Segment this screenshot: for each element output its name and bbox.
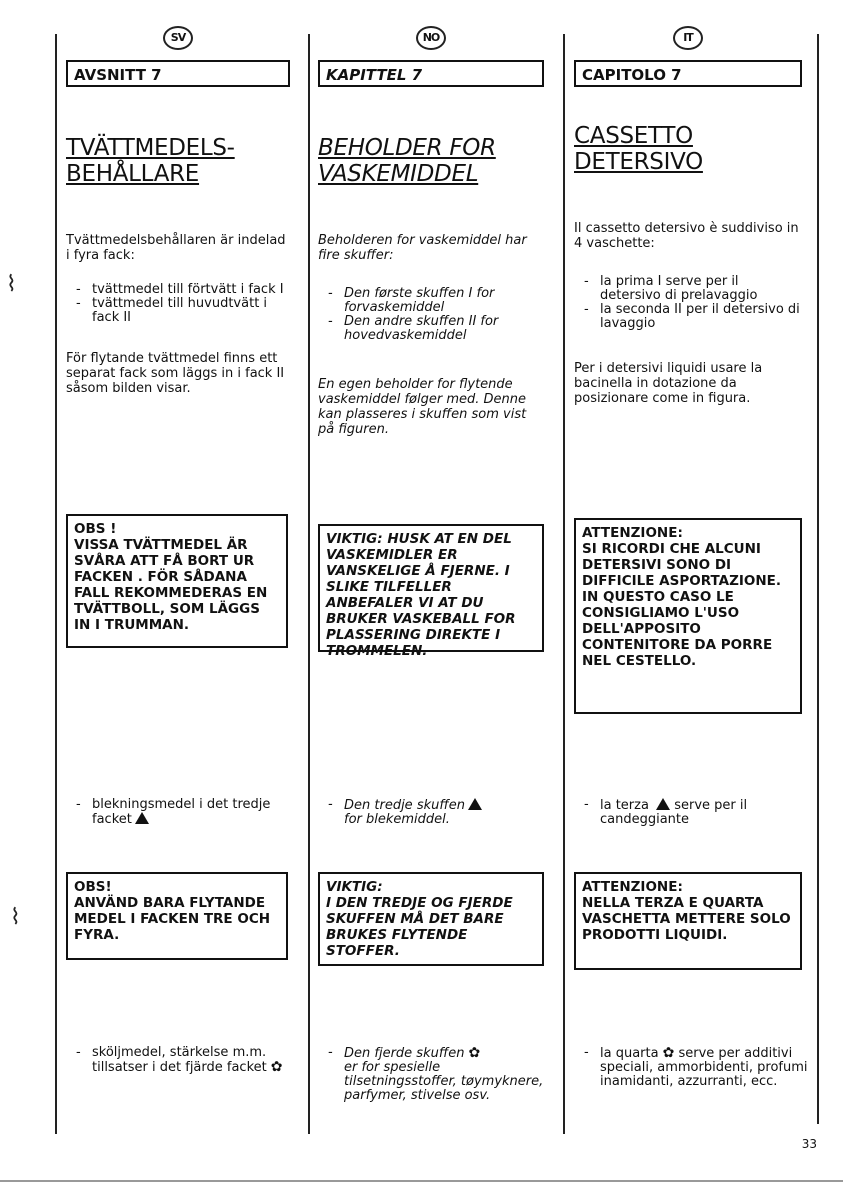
column-it [574, 26, 808, 1089]
item-text: sköljmedel, stärkelse m.m. tillsatser i det fjärde facket [92, 1045, 267, 1075]
list-item [600, 798, 810, 827]
bleach-triangle-icon [468, 798, 482, 810]
column-no [318, 26, 544, 1103]
intro-text: Beholderen for vaskemiddel har fire skuffer: [318, 233, 527, 263]
section-title: BEHOLDER FOR VASKEMIDDEL [318, 135, 496, 187]
list-item [344, 1046, 544, 1103]
warning-heading: ATTENZIONE: [582, 879, 683, 895]
flower-icon: ✿ [662, 1045, 675, 1061]
fourth-compartment [66, 1046, 292, 1075]
warning-text: VIKTIG: HUSK AT EN DEL VASKEMIDLER ER VANSKELIGE Å FJERNE. I SLIKE TILFELLER ANBEFALER VI AT DU BRUKER VASKEBALL FOR PLASSERING DIREKTE I TROMMELEN. [326, 531, 516, 659]
third-compartment [66, 798, 282, 827]
list-item [344, 798, 544, 827]
warning-heading: VIKTIG: [326, 879, 383, 895]
warning-box [574, 518, 802, 714]
section-title: TVÄTTMEDELS-BEHÅLLARE [66, 135, 235, 187]
list-item: - Den første skuffen I for forvaskemiddel [344, 287, 544, 315]
chapter-header: CAPITOLO 7 [574, 60, 802, 87]
list-item [92, 1046, 292, 1075]
liquid-text: En egen beholder for flytende vaskemiddel følger med. Denne kan plasseres i skuffen som vist på figuren. [318, 377, 527, 437]
bleach-triangle-icon [656, 798, 670, 810]
compartment-list [66, 283, 290, 325]
section-title: CASSETTO DETERSIVO [574, 123, 703, 175]
bottom-scan-edge [0, 1180, 843, 1182]
item-text: serve per additivi speciali, ammorbidenti, profumi inamidanti, azzurranti, ecc. [600, 1046, 808, 1089]
intro-text: Tvättmedelsbehållaren är indelad i fyra fack: [66, 233, 286, 263]
bleach-triangle-icon [135, 812, 149, 824]
list-item: - Den andre skuffen II for hovedvaskemiddel [344, 315, 544, 343]
warning-heading: OBS! [74, 879, 112, 895]
warning-text: NELLA TERZA E QUARTA VASCHETTA METTERE SOLO PRODOTTI LIQUIDI. [582, 895, 791, 943]
list-item: - la prima I serve per il detersivo di prelavaggio [600, 275, 802, 303]
column-rule-mid2 [563, 34, 565, 1134]
column-rule-left [55, 34, 57, 1134]
item-text: serve per il candeggiante [600, 798, 748, 827]
warning-text: VISSA TVÄTTMEDEL ÄR SVÅRA ATT FÅ BORT UR FACKEN . FÖR SÅDANA FALL REKOMMEDERAS EN TVÄTTBOLL, SOM LÄGGS IN I TRUMMAN. [74, 537, 268, 633]
page-number: 33 [801, 1137, 817, 1151]
flower-icon: ✿ [270, 1059, 283, 1075]
list-item: - tvättmedel till huvudtvätt i fack II [92, 297, 290, 325]
list-item [92, 798, 282, 827]
warning-heading: ATTENZIONE: [582, 525, 683, 541]
warning-text: ANVÄND BARA FLYTANDE MEDEL I FACKEN TRE OCH FYRA. [74, 895, 271, 943]
column-rule-mid1 [308, 34, 310, 1134]
item-text: la quarta [600, 1046, 659, 1061]
flower-icon: ✿ [468, 1045, 481, 1061]
third-compartment [318, 798, 544, 827]
warning-box [66, 872, 288, 960]
item-text: Den fjerde skuffen [344, 1046, 465, 1061]
language-badge: NO [416, 26, 446, 50]
third-compartment [574, 798, 810, 827]
warning-box [318, 872, 544, 966]
list-item: - la seconda II per il detersivo di lavaggio [600, 303, 802, 331]
list-item [600, 1046, 810, 1089]
column-sv [66, 26, 290, 1075]
column-rule-right [817, 34, 819, 1124]
warning-box [318, 524, 544, 659]
liquid-text: För flytande tvättmedel finns ett separat fack som läggs in i fack II såsom bilden visar. [66, 351, 285, 396]
warning-text: I DEN TREDJE OG FJERDE SKUFFEN MÅ DET BARE BRUKES FLYTENDE STOFFER. [326, 895, 513, 959]
chapter-header: AVSNITT 7 [66, 60, 290, 87]
warning-text: SI RICORDI CHE ALCUNI DETERSIVI SONO DI DIFFICILE ASPORTAZIONE. IN QUESTO CASO LE CONSIGLIAMO L'USO DELL'APPOSITO CONTENITORE DA PORRE NEL CESTELLO. [582, 541, 782, 669]
item-text: er for spesielle tilsetningsstoffer, tøymyknere, parfymer, stivelse osv. [344, 1060, 544, 1103]
chapter-header: KAPITTEL 7 [318, 60, 544, 87]
list-item: - tvättmedel till förtvätt i fack I [92, 283, 290, 297]
margin-mark: ⌇ [10, 905, 21, 930]
compartment-list [574, 275, 802, 331]
item-text: la terza [600, 798, 649, 813]
fourth-compartment [318, 1046, 544, 1103]
item-text: Den tredje skuffen [344, 798, 465, 813]
warning-box [66, 514, 288, 648]
warning-box [574, 872, 802, 970]
fourth-compartment [574, 1046, 810, 1089]
liquid-text: Per i detersivi liquidi usare la bacinella in dotazione da posizionare come in figura. [574, 361, 763, 406]
language-badge: SV [163, 26, 193, 50]
item-text: blekningsmedel i det tredje facket [92, 797, 271, 827]
compartment-list [318, 287, 544, 343]
warning-heading: OBS ! [74, 521, 117, 537]
intro-text: Il cassetto detersivo è suddiviso in 4 vaschette: [574, 221, 799, 251]
margin-mark: ⌇ [6, 272, 17, 297]
language-badge: IT [673, 26, 703, 50]
item-text: for blekemiddel. [344, 812, 450, 827]
